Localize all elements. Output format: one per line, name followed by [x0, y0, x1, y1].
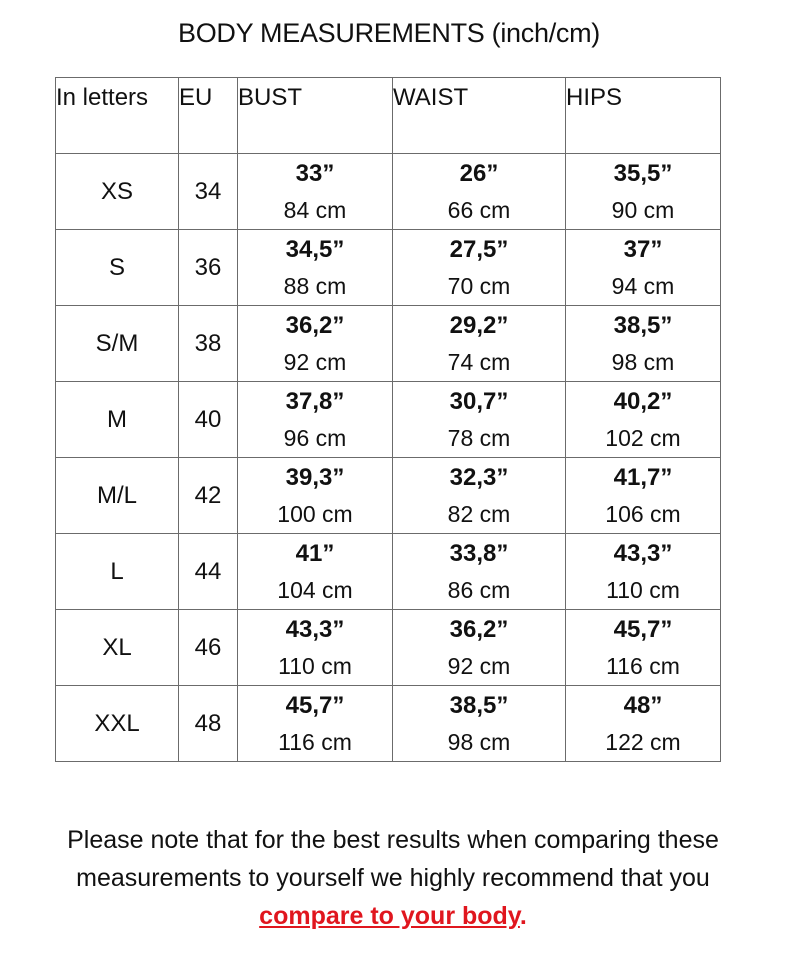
waist-cell [393, 686, 566, 762]
size-letter-cell: S/M [56, 306, 179, 382]
size-letter-cell: XXL [56, 686, 179, 762]
bust-cell [238, 534, 393, 610]
waist-cell [393, 458, 566, 534]
bust-cm-value: 96 cm [283, 424, 347, 451]
waist-inch-value: 30,7” [449, 387, 509, 415]
waist-cell [393, 230, 566, 306]
waist-cell [393, 534, 566, 610]
size-chart-table [55, 77, 721, 762]
table-row [56, 610, 721, 686]
waist-inch-value: 38,5” [449, 691, 509, 719]
table-row [56, 154, 721, 230]
bust-cell [238, 306, 393, 382]
bust-cell [238, 610, 393, 686]
bust-cm-value: 100 cm [277, 500, 353, 527]
hips-cm-value: 94 cm [611, 272, 675, 299]
header-hips: HIPS [566, 78, 721, 154]
table-row [56, 686, 721, 762]
waist-inch-value: 27,5” [449, 235, 509, 263]
bust-cm-value: 116 cm [278, 728, 352, 755]
bust-inch-value: 34,5” [285, 235, 345, 263]
hips-cell [566, 610, 721, 686]
header-eu: EU [179, 78, 238, 154]
waist-inch-value: 29,2” [449, 311, 509, 339]
size-letter-cell: L [56, 534, 179, 610]
hips-inch-value: 37” [623, 235, 663, 263]
hips-inch-value: 35,5” [613, 159, 673, 187]
hips-cm-value: 90 cm [611, 196, 675, 223]
hips-inch-value: 43,3” [613, 539, 673, 567]
bust-inch-value: 36,2” [285, 311, 345, 339]
note-highlight: compare to your body [259, 902, 520, 930]
waist-cm-value: 82 cm [447, 500, 511, 527]
table-row [56, 458, 721, 534]
size-eu-cell: 38 [179, 306, 238, 382]
size-eu-cell: 34 [179, 154, 238, 230]
hips-cm-value: 116 cm [606, 652, 680, 679]
waist-cm-value: 78 cm [447, 424, 511, 451]
hips-cm-value: 110 cm [606, 576, 680, 603]
waist-cell [393, 382, 566, 458]
bust-cm-value: 92 cm [283, 348, 347, 375]
waist-inch-value: 32,3” [449, 463, 509, 491]
waist-cm-value: 70 cm [447, 272, 511, 299]
waist-inch-value: 33,8” [449, 539, 509, 567]
bust-inch-value: 33” [295, 159, 335, 187]
size-eu-cell: 40 [179, 382, 238, 458]
hips-cm-value: 102 cm [605, 424, 681, 451]
bust-cm-value: 110 cm [278, 652, 352, 679]
size-eu-cell: 46 [179, 610, 238, 686]
waist-inch-value: 26” [459, 159, 499, 187]
table-row [56, 306, 721, 382]
bust-cell [238, 458, 393, 534]
bust-cell [238, 230, 393, 306]
bust-cell [238, 382, 393, 458]
waist-cell [393, 306, 566, 382]
hips-cell [566, 534, 721, 610]
hips-inch-value: 38,5” [613, 311, 673, 339]
header-bust: BUST [238, 78, 393, 154]
size-letter-cell: XS [56, 154, 179, 230]
waist-inch-value: 36,2” [449, 615, 509, 643]
waist-cm-value: 66 cm [447, 196, 511, 223]
table-row [56, 230, 721, 306]
hips-inch-value: 41,7” [613, 463, 673, 491]
size-letter-cell: XL [56, 610, 179, 686]
size-eu-cell: 42 [179, 458, 238, 534]
hips-inch-value: 45,7” [613, 615, 673, 643]
size-eu-cell: 48 [179, 686, 238, 762]
waist-cm-value: 98 cm [447, 728, 511, 755]
table-header-row [56, 78, 721, 154]
table-row [56, 382, 721, 458]
note-line-3 [0, 897, 786, 935]
hips-cell [566, 686, 721, 762]
waist-cell [393, 154, 566, 230]
table-row [56, 534, 721, 610]
hips-cm-value: 122 cm [605, 728, 681, 755]
note-text [0, 821, 786, 935]
note-line-1: Please note that for the best results when comparing these [67, 826, 719, 854]
waist-cell [393, 610, 566, 686]
header-letters: In letters [56, 78, 179, 154]
hips-cm-value: 106 cm [605, 500, 681, 527]
hips-cell [566, 154, 721, 230]
bust-cm-value: 88 cm [283, 272, 347, 299]
bust-cell [238, 686, 393, 762]
waist-cm-value: 92 cm [447, 652, 511, 679]
hips-cell [566, 230, 721, 306]
bust-cell [238, 154, 393, 230]
size-letter-cell: S [56, 230, 179, 306]
note-period: . [519, 902, 527, 930]
size-letter-cell: M [56, 382, 179, 458]
hips-cm-value: 98 cm [611, 348, 675, 375]
bust-cm-value: 104 cm [277, 576, 353, 603]
page-title: BODY MEASUREMENTS (inch/cm) [178, 18, 600, 48]
table-body [56, 154, 721, 762]
size-eu-cell: 36 [179, 230, 238, 306]
hips-cell [566, 458, 721, 534]
bust-inch-value: 41” [295, 539, 335, 567]
bust-inch-value: 45,7” [285, 691, 345, 719]
header-waist: WAIST [393, 78, 566, 154]
hips-cell [566, 306, 721, 382]
bust-inch-value: 43,3” [285, 615, 345, 643]
bust-inch-value: 37,8” [285, 387, 345, 415]
bust-cm-value: 84 cm [283, 196, 347, 223]
size-eu-cell: 44 [179, 534, 238, 610]
hips-inch-value: 40,2” [613, 387, 673, 415]
size-letter-cell: M/L [56, 458, 179, 534]
hips-cell [566, 382, 721, 458]
hips-inch-value: 48” [623, 691, 663, 719]
note-line-2: measurements to yourself we highly recommend that you [76, 864, 710, 892]
waist-cm-value: 74 cm [447, 348, 511, 375]
bust-inch-value: 39,3” [285, 463, 345, 491]
waist-cm-value: 86 cm [447, 576, 511, 603]
